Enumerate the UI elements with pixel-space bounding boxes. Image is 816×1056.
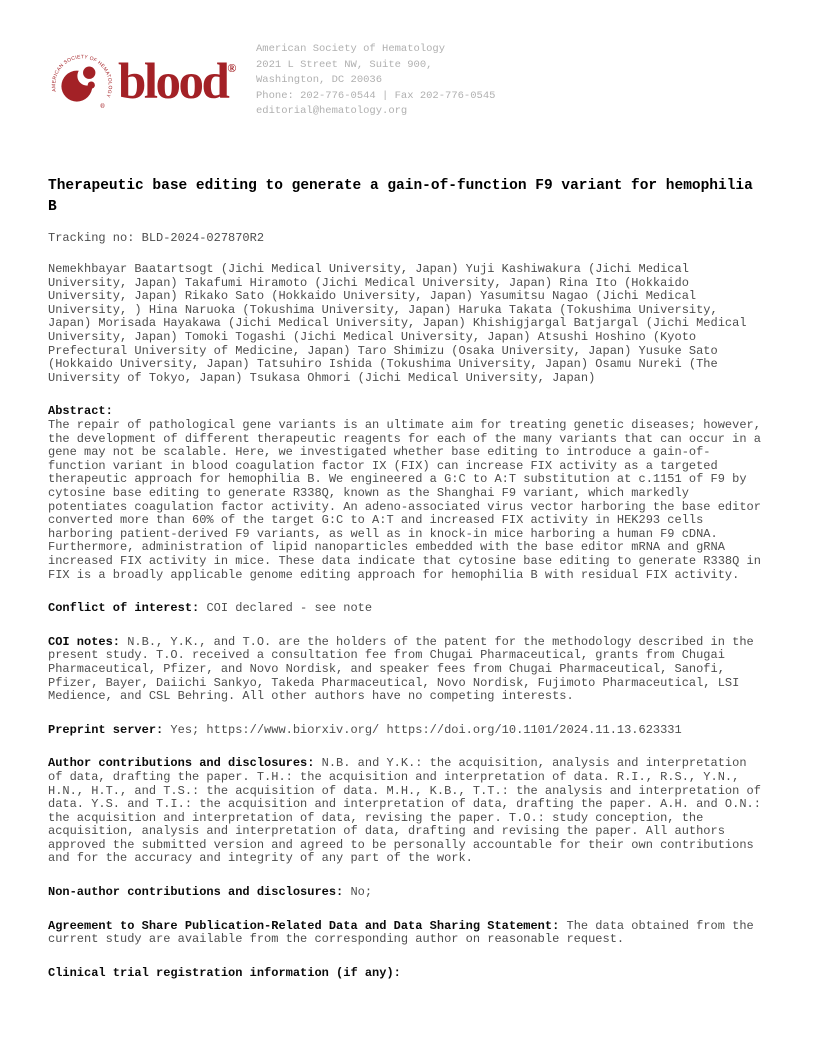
section-preprint-server [48,724,768,738]
preprint-server-body: Yes; https://www.biorxiv.org/ https://doi.org/10.1101/2024.11.13.623331 [170,722,682,737]
blood-wordmark [118,53,237,110]
manuscript-content [0,176,816,981]
ash-emblem-arc-text: AMERICAN SOCIETY OF HEMATOLOGY [52,55,112,98]
abstract-body: The repair of pathological gene variants is an ultimate aim for treating genetic diseases; however, the development of different therapeutic reagents for each of the many variants that can occur in a gene may not be scalable. Here, we investigated whether base editing to introduce a gain-of-function variant in blood coagulation factor IX (FIX) can increase FIX activity as a targeted therapeutic approach for hemophilia B. We engineered a G:C to A:T substitution at c.1151 of F9 by cytosine base editing to generate R338Q, known as the Shanghai F9 variant, which markedly potentiates coagulation factor activity. An adeno-associated virus vector harboring the base editor converted more than 60% of the target G:C to A:T and increased FIX activity in HEK293 cells harboring patient-derived F9 variants, as well as in knock-in mice harboring a human F9 cDNA. Furthermore, administration of lipid nanoparticles embedded with the base editor mRNA and gRNA increased FIX activity in mice. These data indicate that cytosine base editing to generate R338Q in FIX is a broadly applicable genome editing approach for hemophilia B with residual FIX activity. [48,418,761,582]
blood-wordmark-text: blood [118,53,228,110]
contact-line-city: Washington, DC 20036 [256,74,383,86]
blood-journal-logo [48,48,256,116]
emblem-registered-mark: ® [100,102,105,111]
contact-line-phone-fax: Phone: 202-776-0544 | Fax 202-776-0545 [256,89,496,102]
section-clinical-trial [48,967,768,981]
section-conflict-of-interest [48,602,768,616]
conflict-of-interest-body: COI declared - see note [206,601,373,616]
contact-line-email: editorial@hematology.org [256,105,408,117]
article-title: Therapeutic base editing to generate a gain-of-function F9 variant for hemophilia B [48,177,753,215]
author-list: Nemekhbayar Baatartsogt (Jichi Medical University, Japan) Yuji Kashiwakura (Jichi Medical University, Japan) Takafumi Hiramoto (Jichi Medical University, Japan) Rina Ito (Hokkaido University, Japan) Rikako Sato (Hokkaido University, Japan) Yasumitsu Nagao (Jichi Medical University, ) Hina Naruoka (Tokushima University, Japan) Haruka Takata (Tokushima University, Japan) Morisada Hayakawa (Jichi Medical University, Japan) Khishigjargal Batjargal (Jichi Medical University, Japan) Tomoki Togashi (Jichi Medical University, Japan) Atsushi Hoshino (Kyoto Prefectural University of Medicine, Japan) Taro Shimizu (Osaka University, Japan) Yusuke Sato (Hokkaido University, Japan) Tatsuhiro Ishida (Tokushima University, Japan) Osamu Nureki (The University of Tokyo, Japan) Tsukasa Ohmori (Jichi Medical University, Japan) [48,262,747,385]
journal-header [0,0,816,120]
data-sharing-body: The data obtained from the current study are available from the corresponding author on reasonable request. [48,918,754,947]
contact-line-street: 2021 L Street NW, Suite 900, [256,58,433,71]
coi-notes-heading: COI notes: [48,634,121,649]
section-data-sharing [48,920,768,947]
publisher-contact-info [256,42,495,120]
tracking-number: Tracking no: BLD-2024-027870R2 [48,230,265,245]
preprint-server-heading: Preprint server: [48,722,164,737]
section-author-contributions [48,757,768,866]
conflict-of-interest-heading: Conflict of interest: [48,601,200,616]
contact-line-society: American Society of Hematology [256,43,446,55]
non-author-contributions-body: No; [350,885,373,900]
author-contributions-body: N.B. and Y.K.: the acquisition, analysis and interpretation of data, drafting the paper. T.H.: the acquisition and interpretation of data. R.I., R.S., Y.N., H.N., H.T., and T.S.: the acquisition of data. M.H., K.B., T.T.: the analysis and interpretation of data. Y.S. and T.I.: the acquisition and interpretation of data, drafting the paper. A.H. and O.N.: the acquisition and interpretation of data, revising the paper. T.O.: study conception, the acquisition, analysis and interpretation of data, drafting and revising the paper. All authors approved the submitted version and agreed to be personally accountable for their own contributions and for the accuracy and integrity of any part of the work. [48,756,761,866]
author-contributions-heading: Author contributions and disclosures: [48,756,315,771]
abstract-heading: Abstract: [48,404,113,419]
section-abstract [48,405,768,582]
clinical-trial-heading: Clinical trial registration information (if any): [48,965,401,980]
non-author-contributions-heading: Non-author contributions and disclosures: [48,885,344,900]
section-non-author-contributions [48,886,768,900]
data-sharing-heading: Agreement to Share Publication-Related Data and Data Sharing Statement: [48,918,560,933]
ash-emblem-icon [48,48,116,116]
registered-mark: ® [227,60,237,75]
section-coi-notes [48,636,768,704]
coi-notes-body: N.B., Y.K., and T.O. are the holders of the patent for the methodology described in the present study. T.O. received a consultation fee from Chugai Pharmaceutical, grants from Chugai Pharmaceutical, Pfizer, and Novo Nordisk, and speaker fees from Chugai Pharmaceutical, Sanofi, Pfizer, Bayer, Daiichi Sankyo, Takeda Pharmaceutical, Novo Nordisk, Fujimoto Pharmaceutical, LSI Medience, and CSL Behring. All other authors have no competing interests. [48,634,754,704]
